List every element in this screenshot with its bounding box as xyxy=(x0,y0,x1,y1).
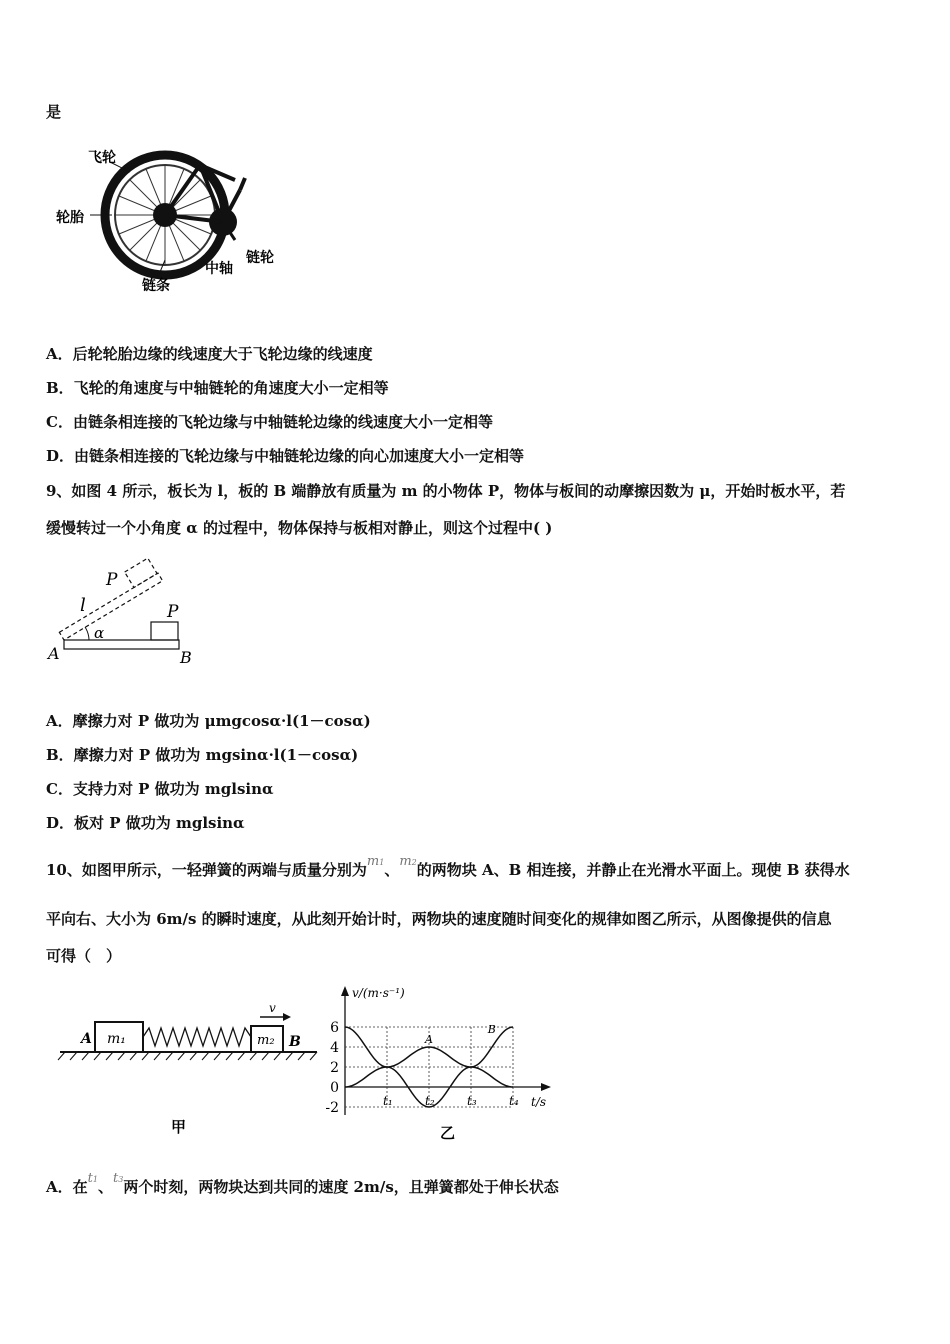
label-m1: m₁ xyxy=(107,1031,126,1047)
label-velocity: v xyxy=(269,1001,276,1015)
chart-x-label: t/s xyxy=(531,1095,547,1109)
q9-option-a: A．摩擦力对 P 做功为 μmgcosα·l(1－cosα) xyxy=(46,712,371,730)
q8-option-d: D．由链条相连接的飞轮边缘与中轴链轮边缘的向心加速度大小一定相等 xyxy=(46,447,525,465)
q10-option-a xyxy=(46,1171,559,1200)
label-axle: 中轴 xyxy=(205,261,233,277)
q10-option-a-part1: A．在 xyxy=(46,1178,88,1196)
t1-subscript: 1 xyxy=(92,1175,98,1184)
m1-subscript: 1 xyxy=(379,858,385,867)
time-t1 xyxy=(88,1168,98,1186)
label-p-rotated: P xyxy=(106,570,118,590)
m2-symbol: m xyxy=(399,854,412,869)
y-tick-label: 4 xyxy=(330,1040,339,1056)
t3-symbol: t xyxy=(112,1171,119,1186)
q9-option-b: B．摩擦力对 P 做功为 mgsinα·l(1－cosα) xyxy=(46,746,359,764)
t3-subscript: 3 xyxy=(118,1175,124,1184)
series-label-B: B xyxy=(487,1023,496,1036)
t1-symbol: t xyxy=(87,1171,93,1186)
q10-stem-line3: 可得（ ） xyxy=(46,947,122,965)
q10-stem-part1: 10、如图甲所示，一轻弹簧的两端与质量分别为 xyxy=(46,861,367,879)
label-flywheel: 飞轮 xyxy=(88,150,116,166)
x-tick-label: t₄ xyxy=(509,1094,519,1108)
y-tick-label: 0 xyxy=(330,1080,339,1096)
label-l: l xyxy=(80,595,86,616)
q9-option-c: C．支持力对 P 做功为 mglsinα xyxy=(46,780,274,798)
m2-subscript: 2 xyxy=(411,858,417,867)
y-axis-arrow xyxy=(341,986,349,996)
separator: 、 xyxy=(97,1178,113,1196)
q10-stem-part2: 的两物块 A、B 相连接，并静止在光滑水平面上。现使 B 获得水 xyxy=(416,861,850,879)
x-axis-arrow xyxy=(541,1083,551,1091)
q9-option-d: D．板对 P 做功为 mglsinα xyxy=(46,814,245,832)
q10-stem-line2: 平向右、大小为 6m/s 的瞬时速度，从此刻开始计时，两物块的速度随时间变化的规律如图乙所示，从图像提供的信息 xyxy=(46,910,832,928)
q9-stem-line1: 9、如图 4 所示，板长为 l，板的 B 端静放有质量为 m 的小物体 P，物体与板间的动摩擦因数为 μ，开始时板水平，若 xyxy=(46,482,846,500)
label-alpha: α xyxy=(94,624,105,642)
q9-stem-line2: 缓慢转过一个小角度 α 的过程中，物体保持与板相对静止，则这个过程中( ) xyxy=(46,519,553,537)
series-label-A: A xyxy=(425,1033,433,1046)
caption-jia: 甲 xyxy=(171,1118,187,1136)
chart-y-label: v/(m·s⁻¹) xyxy=(352,986,405,1000)
x-tick-label: t₁ xyxy=(383,1094,393,1108)
x-tick-label: t₂ xyxy=(425,1094,435,1108)
mass-m1 xyxy=(367,851,384,869)
label-block-a: A xyxy=(81,1031,92,1047)
q8-option-a: A．后轮轮胎边缘的线速度大于飞轮边缘的线速度 xyxy=(46,345,373,363)
bicycle-figure xyxy=(50,140,290,300)
label-tire: 轮胎 xyxy=(56,210,84,226)
m1-symbol: m xyxy=(366,854,380,869)
mass-m2 xyxy=(399,851,416,869)
label-block-b: B xyxy=(289,1034,301,1050)
x-tick-label: t₃ xyxy=(467,1094,477,1108)
label-sprocket: 链轮 xyxy=(246,250,274,266)
page-fragment-text: 是 xyxy=(46,103,62,121)
separator: 、 xyxy=(384,861,400,879)
y-tick-label: -2 xyxy=(325,1100,339,1116)
q8-option-b: B．飞轮的角速度与中轴链轮的角速度大小一定相等 xyxy=(46,379,389,397)
label-p: P xyxy=(167,602,179,622)
q10-stem-line1 xyxy=(46,854,850,883)
y-tick-label: 6 xyxy=(330,1020,339,1036)
velocity-time-chart xyxy=(320,980,555,1145)
label-b: B xyxy=(180,648,192,667)
y-tick-label: 2 xyxy=(330,1060,339,1076)
time-t3 xyxy=(113,1168,123,1186)
label-chain: 链条 xyxy=(142,278,170,294)
label-a: A xyxy=(48,644,60,663)
spring-blocks-figure xyxy=(55,1000,320,1140)
incline-board-figure xyxy=(44,555,214,670)
q8-option-c: C．由链条相连接的飞轮边缘与中轴链轮边缘的线速度大小一定相等 xyxy=(46,413,493,431)
caption-yi: 乙 xyxy=(440,1124,456,1142)
label-m2: m₂ xyxy=(257,1033,275,1048)
q10-option-a-part2: 两个时刻，两物块达到共同的速度 2m/s，且弹簧都处于伸长状态 xyxy=(123,1178,559,1196)
